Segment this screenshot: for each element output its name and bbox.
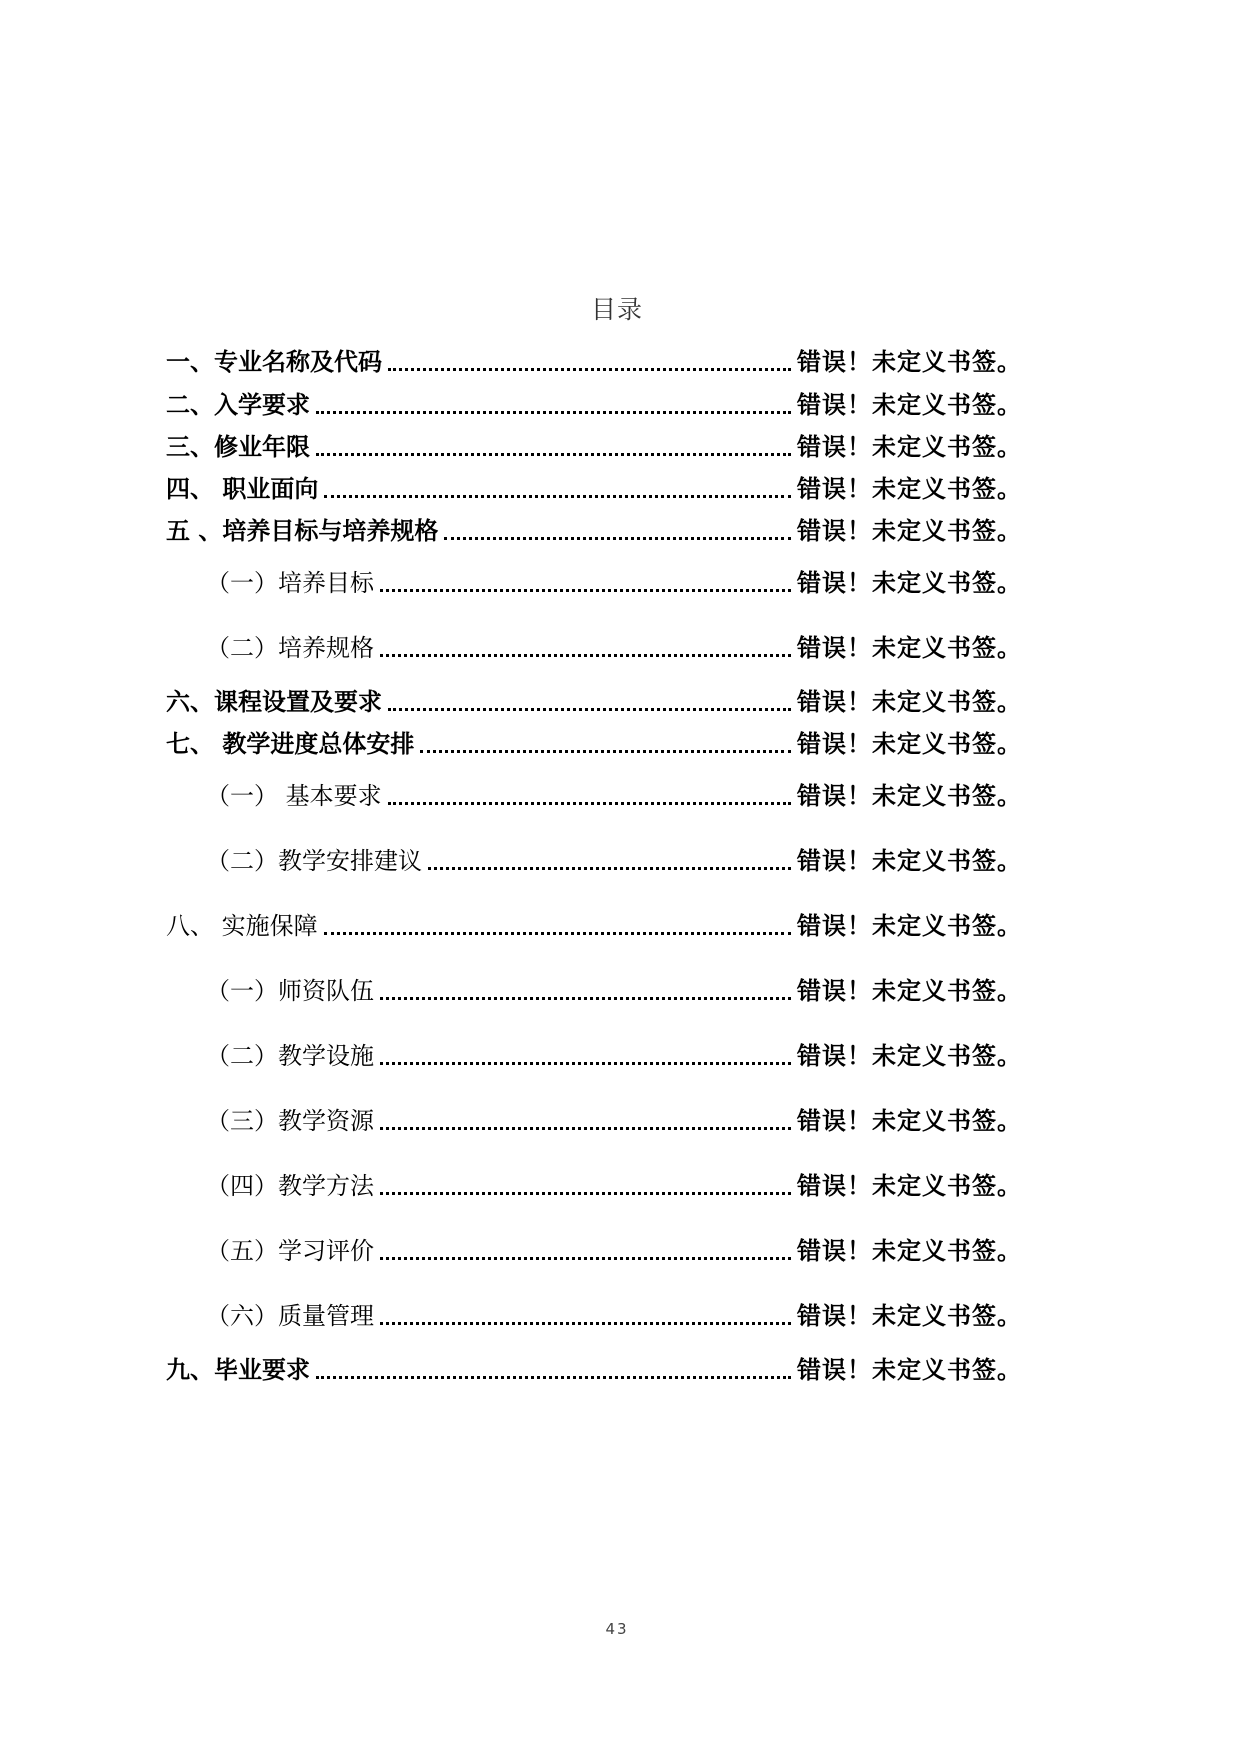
toc-entry-label: （一）师资队伍: [206, 977, 374, 1005]
toc-leader-dots: [428, 867, 791, 870]
toc-entry-page-ref: 错误！未定义书签。: [797, 1042, 1022, 1070]
toc-leader-dots: [388, 368, 791, 371]
toc-entry-page-ref: 错误！未定义书签。: [797, 634, 1022, 662]
toc-entry-label: （一） 基本要求: [206, 782, 382, 810]
toc-entry-label: （五）学习评价: [206, 1237, 374, 1265]
toc-leader-dots: [380, 1322, 791, 1325]
toc-entry-label: （二）教学设施: [206, 1042, 374, 1070]
toc-entry[interactable]: [206, 841, 1022, 877]
toc-entry-page-ref: 错误！未定义书签。: [797, 475, 1022, 503]
toc-leader-dots: [444, 537, 791, 540]
toc-entry[interactable]: [166, 342, 1022, 378]
toc-entry-page-ref: 错误！未定义书签。: [797, 782, 1022, 810]
toc-leader-dots: [324, 932, 791, 935]
toc-entry-page-ref: 错误！未定义书签。: [797, 1172, 1022, 1200]
toc-entry[interactable]: [206, 776, 1022, 812]
toc-entry[interactable]: [166, 724, 1022, 760]
toc-entry-label: （六）质量管理: [206, 1302, 374, 1330]
toc-entry-label: 六、课程设置及要求: [166, 688, 382, 716]
toc-entry-label: （四）教学方法: [206, 1172, 374, 1200]
toc-entry[interactable]: [206, 971, 1022, 1007]
page-number: 43: [605, 1620, 629, 1638]
toc-title: 目录: [590, 295, 643, 324]
toc-entry[interactable]: [166, 1350, 1022, 1386]
toc-leader-dots: [380, 589, 791, 592]
toc-leader-dots: [380, 1257, 791, 1260]
toc-entry[interactable]: [166, 469, 1022, 505]
toc-entry-page-ref: 错误！未定义书签。: [797, 1237, 1022, 1265]
toc-entry-page-ref: 错误！未定义书签。: [797, 1107, 1022, 1135]
toc-entry-label: （一）培养目标: [206, 569, 374, 597]
toc-entry-page-ref: 错误！未定义书签。: [797, 977, 1022, 1005]
toc-leader-dots: [316, 1376, 791, 1379]
toc-entry-label: （二）教学安排建议: [206, 847, 422, 875]
toc-entry-label: 八、 实施保障: [166, 912, 318, 940]
toc-leader-dots: [316, 411, 791, 414]
toc-entry[interactable]: [206, 628, 1022, 664]
toc-entry[interactable]: [166, 427, 1022, 463]
toc-entry-page-ref: 错误！未定义书签。: [797, 847, 1022, 875]
toc-leader-dots: [420, 750, 791, 753]
toc-entry-page-ref: 错误！未定义书签。: [797, 348, 1022, 376]
toc-leader-dots: [388, 708, 791, 711]
toc-entry[interactable]: [166, 682, 1022, 718]
toc-entry[interactable]: [206, 1101, 1022, 1137]
toc-leader-dots: [380, 1192, 791, 1195]
toc-entry-page-ref: 错误！未定义书签。: [797, 517, 1022, 545]
toc-entry-label: 四、 职业面向: [166, 475, 319, 503]
toc-entry[interactable]: [206, 563, 1022, 599]
toc-leader-dots: [324, 495, 791, 498]
toc-leader-dots: [380, 654, 791, 657]
toc-entry[interactable]: [166, 511, 1022, 547]
toc-entry-page-ref: 错误！未定义书签。: [797, 688, 1022, 716]
toc-entry[interactable]: [166, 906, 1022, 942]
toc-entry-page-ref: 错误！未定义书签。: [797, 391, 1022, 419]
toc-entry-label: （三）教学资源: [206, 1107, 374, 1135]
toc-entry-page-ref: 错误！未定义书签。: [797, 730, 1022, 758]
toc-entry-page-ref: 错误！未定义书签。: [797, 912, 1022, 940]
toc-entry-label: 九、毕业要求: [166, 1356, 310, 1384]
toc-leader-dots: [380, 997, 791, 1000]
toc-entry-label: （二）培养规格: [206, 634, 374, 662]
toc-entry-page-ref: 错误！未定义书签。: [797, 433, 1022, 461]
toc-leader-dots: [380, 1127, 791, 1130]
toc-entry-label: 一、专业名称及代码: [166, 348, 382, 376]
toc-entry[interactable]: [206, 1296, 1022, 1332]
toc-entry-page-ref: 错误！未定义书签。: [797, 1356, 1022, 1384]
toc-entry-page-ref: 错误！未定义书签。: [797, 1302, 1022, 1330]
toc-entry-label: 二、入学要求: [166, 391, 310, 419]
toc-entry-label: 七、 教学进度总体安排: [166, 730, 415, 758]
toc-entry-label: 五 、培养目标与培养规格: [166, 517, 439, 545]
toc-entry-label: 三、修业年限: [166, 433, 310, 461]
toc-leader-dots: [380, 1062, 791, 1065]
toc-entry[interactable]: [206, 1231, 1022, 1267]
toc-entry[interactable]: [206, 1166, 1022, 1202]
toc-entry-page-ref: 错误！未定义书签。: [797, 569, 1022, 597]
toc-entry[interactable]: [206, 1036, 1022, 1072]
toc-entry[interactable]: [166, 385, 1022, 421]
toc-leader-dots: [316, 453, 791, 456]
toc-leader-dots: [388, 802, 791, 805]
